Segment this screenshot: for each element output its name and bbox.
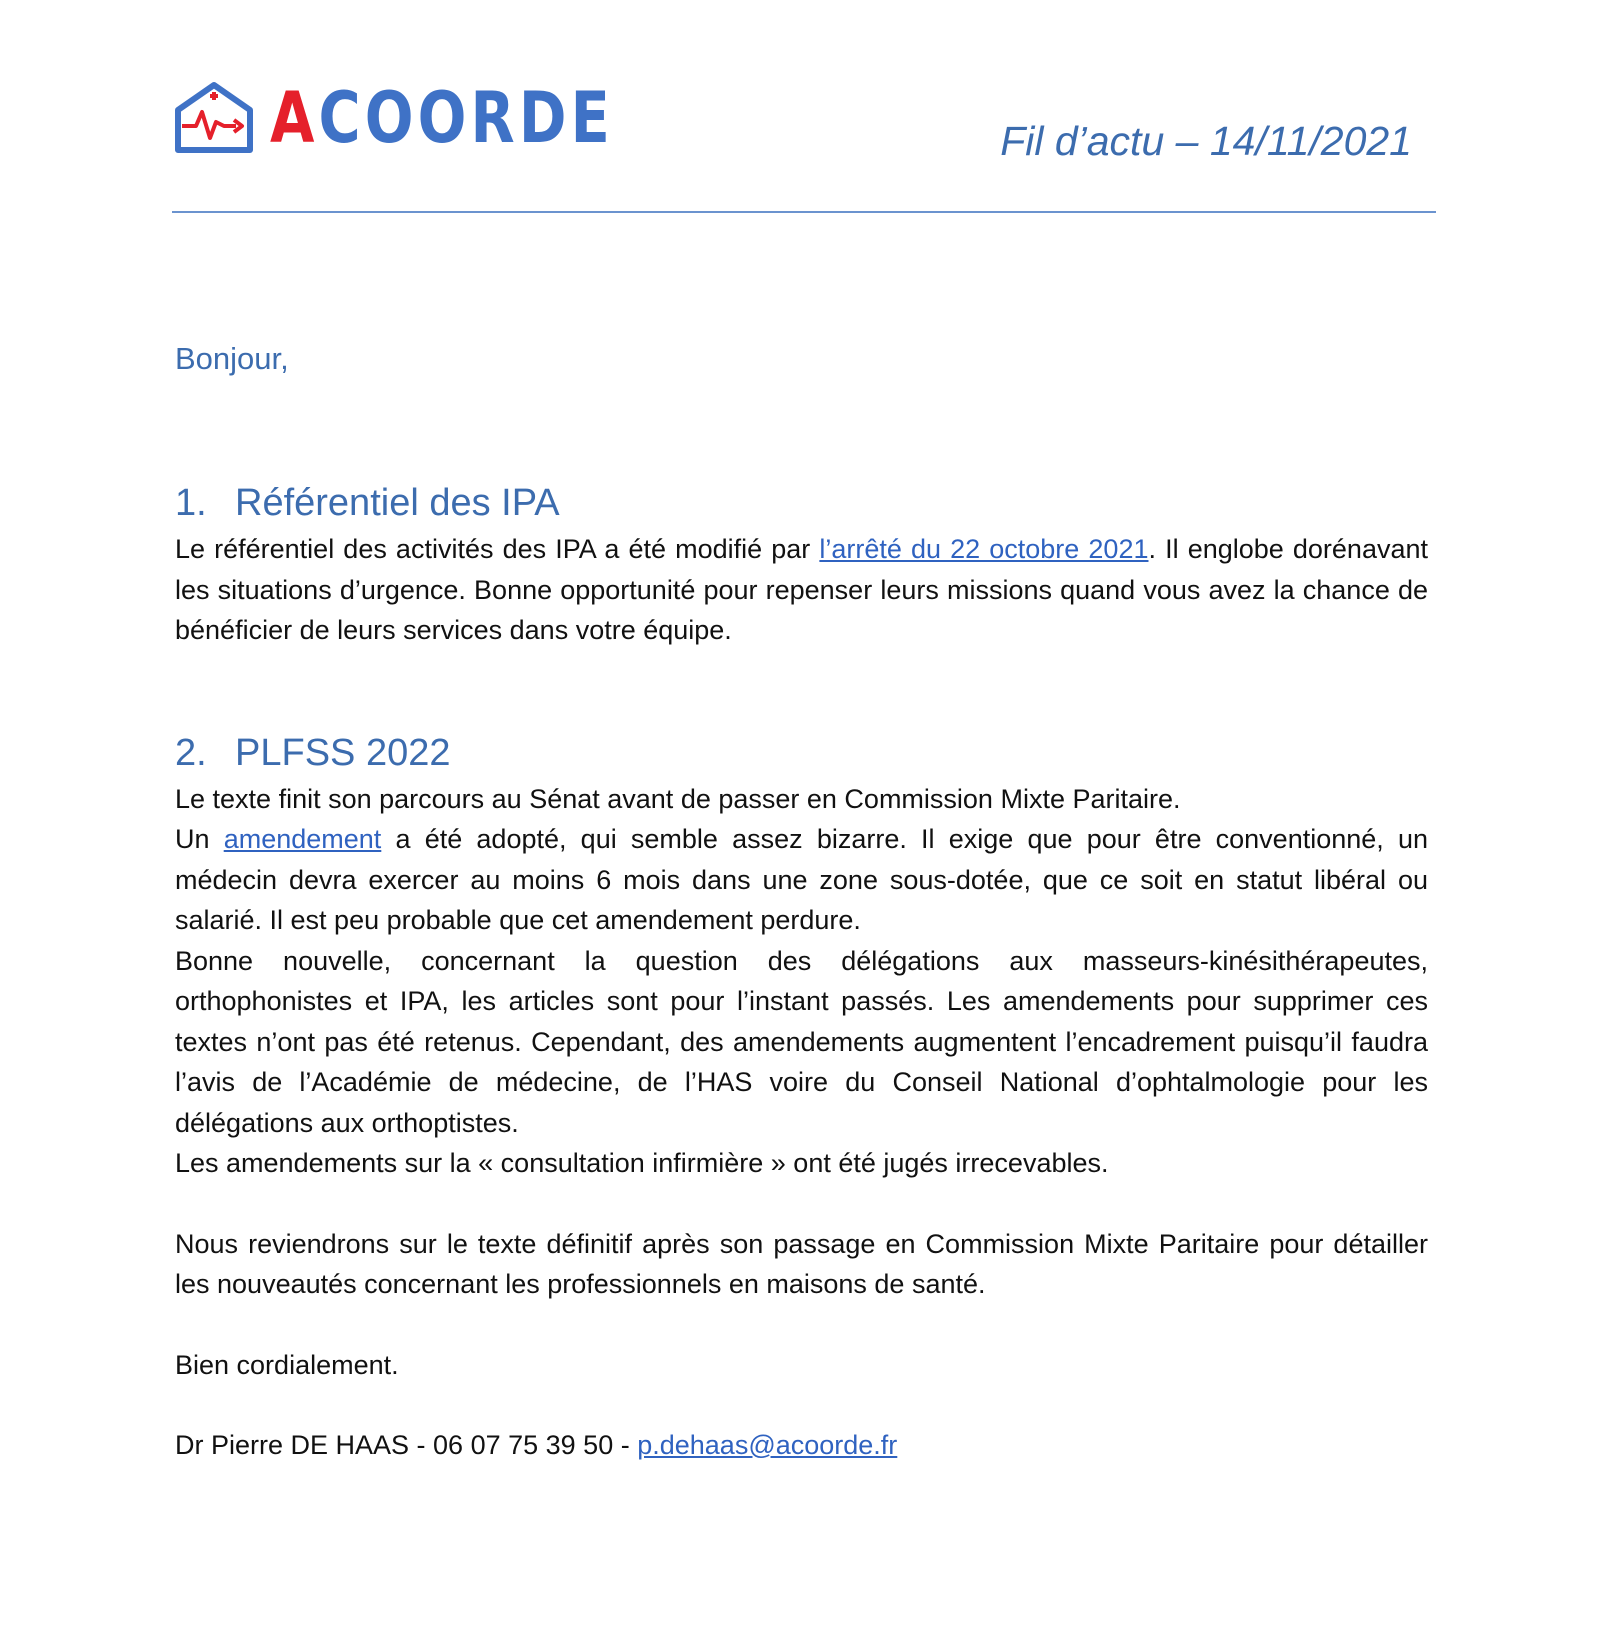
section-title: PLFSS 2022 bbox=[235, 731, 451, 774]
section-ipa-paragraph: Le référentiel des activités des IPA a été modifié par l’arrêté du 22 octobre 2021. Il englobe dorénavant les situations d’urgence. Bonne opportunité pour repenser leurs missions quand vous avez la chance de bénéficier de leurs services dans votre équipe. bbox=[175, 534, 1428, 645]
acoorde-logo bbox=[172, 77, 689, 159]
amendement-link[interactable]: amendement bbox=[223, 824, 382, 854]
plfss-paragraph-senat: Le texte finit son parcours au Sénat avant de passer en Commission Mixte Paritaire. bbox=[175, 783, 1181, 814]
email-link[interactable]: p.dehaas@acoorde.fr bbox=[637, 1430, 898, 1460]
section-heading-plfss bbox=[175, 727, 1428, 779]
greeting: Bonjour, bbox=[175, 341, 289, 376]
plfss-paragraph-amendement: Un amendement a été adopté, qui semble assez bizarre. Il exige que pour être conventionné, un médecin devra exercer au moins 6 mois dans une zone sous-dotée, que ce soit en statut libéral ou salarié. Il est peu probable que cet amendement perdure. bbox=[175, 824, 1428, 935]
newsletter-body bbox=[175, 335, 1428, 1466]
newsletter-date: Fil d’actu – 14/11/2021 bbox=[1000, 118, 1412, 164]
section-number: 2. bbox=[175, 731, 207, 774]
plfss-paragraph-consultation: Les amendements sur la « consultation infirmière » ont été jugés irrecevables. bbox=[175, 1148, 1109, 1178]
arrete-link[interactable]: l’arrêté du 22 octobre 2021 bbox=[819, 534, 1149, 564]
section-number: 1. bbox=[175, 482, 207, 524]
signature: Dr Pierre DE HAAS - 06 07 75 39 50 - p.dehaas@acoorde.fr bbox=[175, 1430, 898, 1460]
medical-house-heartbeat-icon bbox=[172, 80, 256, 156]
brand-wordmark: ACOORDE bbox=[270, 77, 614, 159]
plfss-paragraph-delegations: Bonne nouvelle, concernant la question des délégations aux masseurs-kinésithérapeutes, orthophonistes et IPA, les articles sont pour l’instant passés. Les amendements pour supprimer ces textes n’ont pas été retenus. Cependant, des amendements augmentent l’encadrement puisqu’il faudra l’avis de l’Académie de médecine, de l’HAS voire du Conseil National d’ophtalmologie pour les délégations aux orthoptistes. bbox=[175, 945, 1428, 1138]
section-title: Référentiel des IPA bbox=[235, 482, 560, 524]
header-divider bbox=[172, 211, 1436, 213]
section-heading-ipa bbox=[175, 477, 1428, 529]
signoff: Bien cordialement. bbox=[175, 1349, 399, 1380]
closing-paragraph: Nous reviendrons sur le texte définitif après son passage en Commission Mixte Paritaire pour détailler les nouveautés concernant les professionnels en maisons de santé. bbox=[175, 1228, 1428, 1299]
